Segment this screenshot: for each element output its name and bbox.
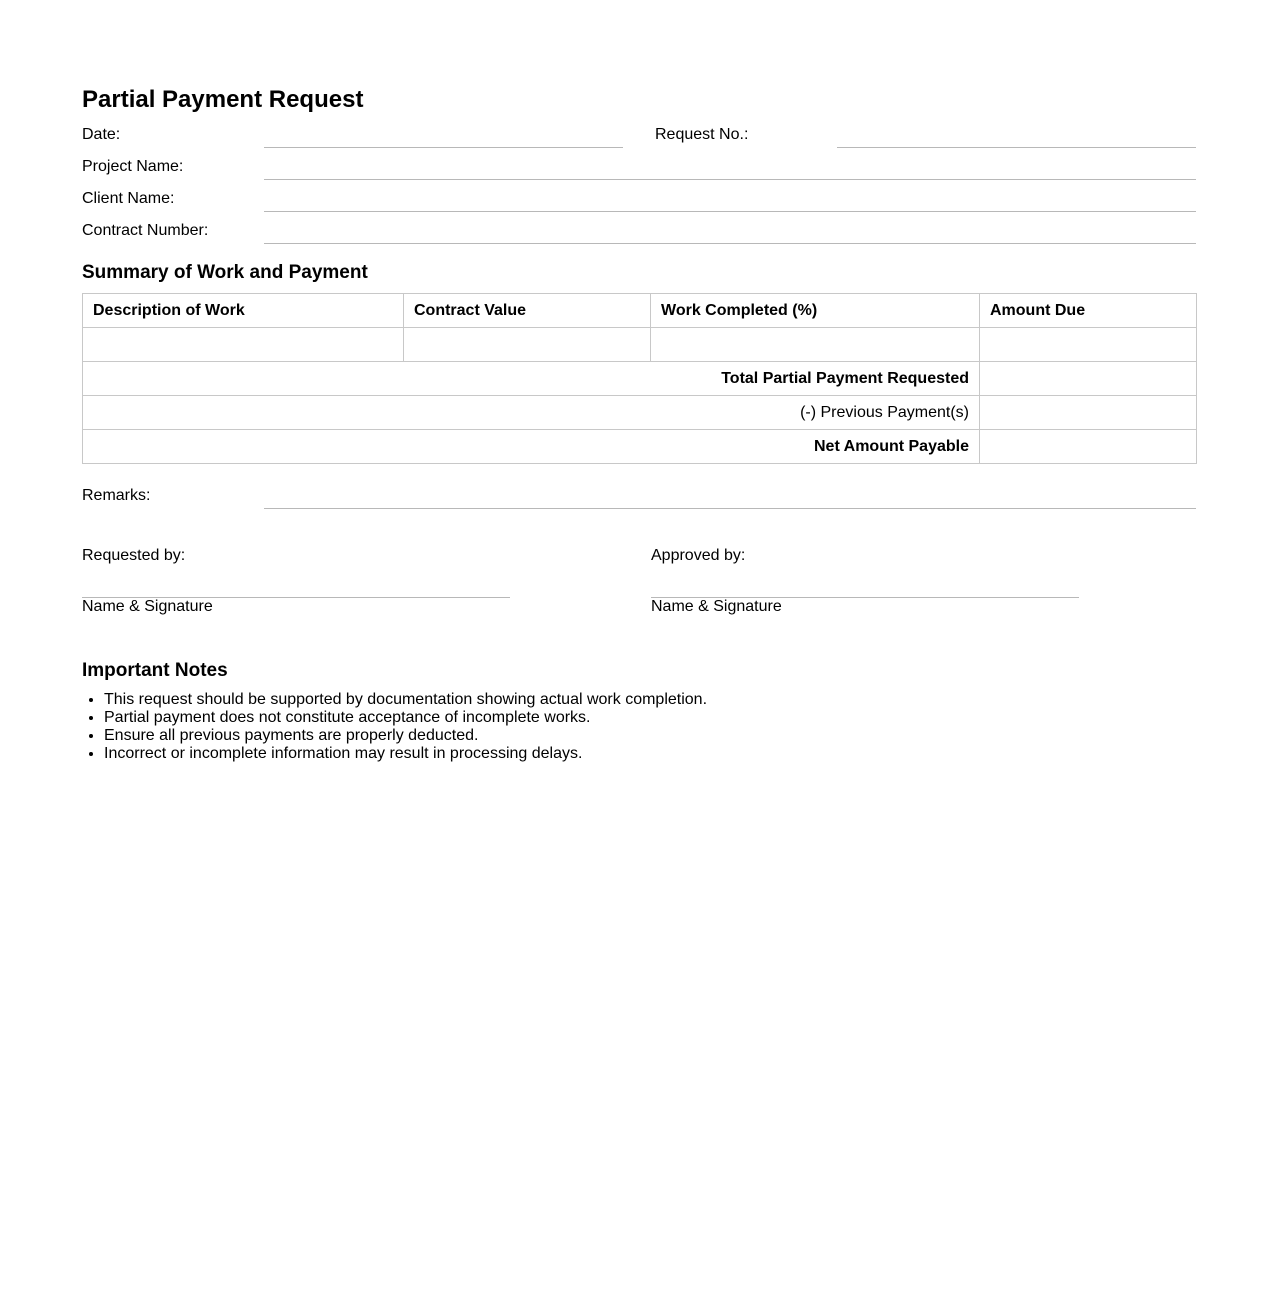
project-name-field[interactable] <box>264 179 1196 180</box>
total-row <box>83 362 1197 396</box>
previous-payments-row <box>83 396 1197 430</box>
column-header: Description of Work <box>83 294 404 328</box>
work-completed-cell[interactable] <box>651 328 980 362</box>
client-name-label: Client Name: <box>82 190 175 207</box>
client-name-field[interactable] <box>264 211 1196 212</box>
list-item: • This request should be supported by documentation showing actual work completion. <box>104 691 707 709</box>
project-name-label: Project Name: <box>82 158 184 175</box>
page-title: Partial Payment Request <box>82 86 364 113</box>
amount-due-cell[interactable] <box>980 328 1197 362</box>
column-header: Amount Due <box>980 294 1197 328</box>
list-item: • Incorrect or incomplete information may result in processing delays. <box>104 745 707 763</box>
contract-number-label: Contract Number: <box>82 222 209 239</box>
description-cell[interactable] <box>83 328 404 362</box>
summary-table <box>82 293 1197 464</box>
contract-value-cell[interactable] <box>404 328 651 362</box>
total-label: Total Partial Payment Requested <box>83 362 980 396</box>
net-amount-cell[interactable] <box>980 430 1197 464</box>
notes-list <box>82 691 707 763</box>
date-label: Date: <box>82 126 121 143</box>
approved-by-label: Approved by: <box>651 547 746 564</box>
list-item: • Ensure all previous payments are properly deducted. <box>104 727 707 745</box>
table-header-row <box>83 294 1197 328</box>
list-item: • Partial payment does not constitute acceptance of incomplete works. <box>104 709 707 727</box>
remarks-field[interactable] <box>264 508 1196 509</box>
requested-by-label: Requested by: <box>82 547 186 564</box>
previous-payments-cell[interactable] <box>980 396 1197 430</box>
column-header: Contract Value <box>404 294 651 328</box>
total-value-cell[interactable] <box>980 362 1197 396</box>
net-amount-label: Net Amount Payable <box>83 430 980 464</box>
notes-heading: Important Notes <box>82 660 228 681</box>
remarks-label: Remarks: <box>82 487 151 504</box>
contract-number-field[interactable] <box>264 243 1196 244</box>
previous-payments-label: (-) Previous Payment(s) <box>83 396 980 430</box>
requested-signature-caption: Name & Signature <box>82 598 213 615</box>
summary-heading: Summary of Work and Payment <box>82 262 368 283</box>
approved-signature-caption: Name & Signature <box>651 598 782 615</box>
request-no-field[interactable] <box>837 147 1196 148</box>
date-field[interactable] <box>264 147 623 148</box>
table-row <box>83 328 1197 362</box>
request-no-label: Request No.: <box>655 126 749 143</box>
column-header: Work Completed (%) <box>651 294 980 328</box>
net-amount-row <box>83 430 1197 464</box>
